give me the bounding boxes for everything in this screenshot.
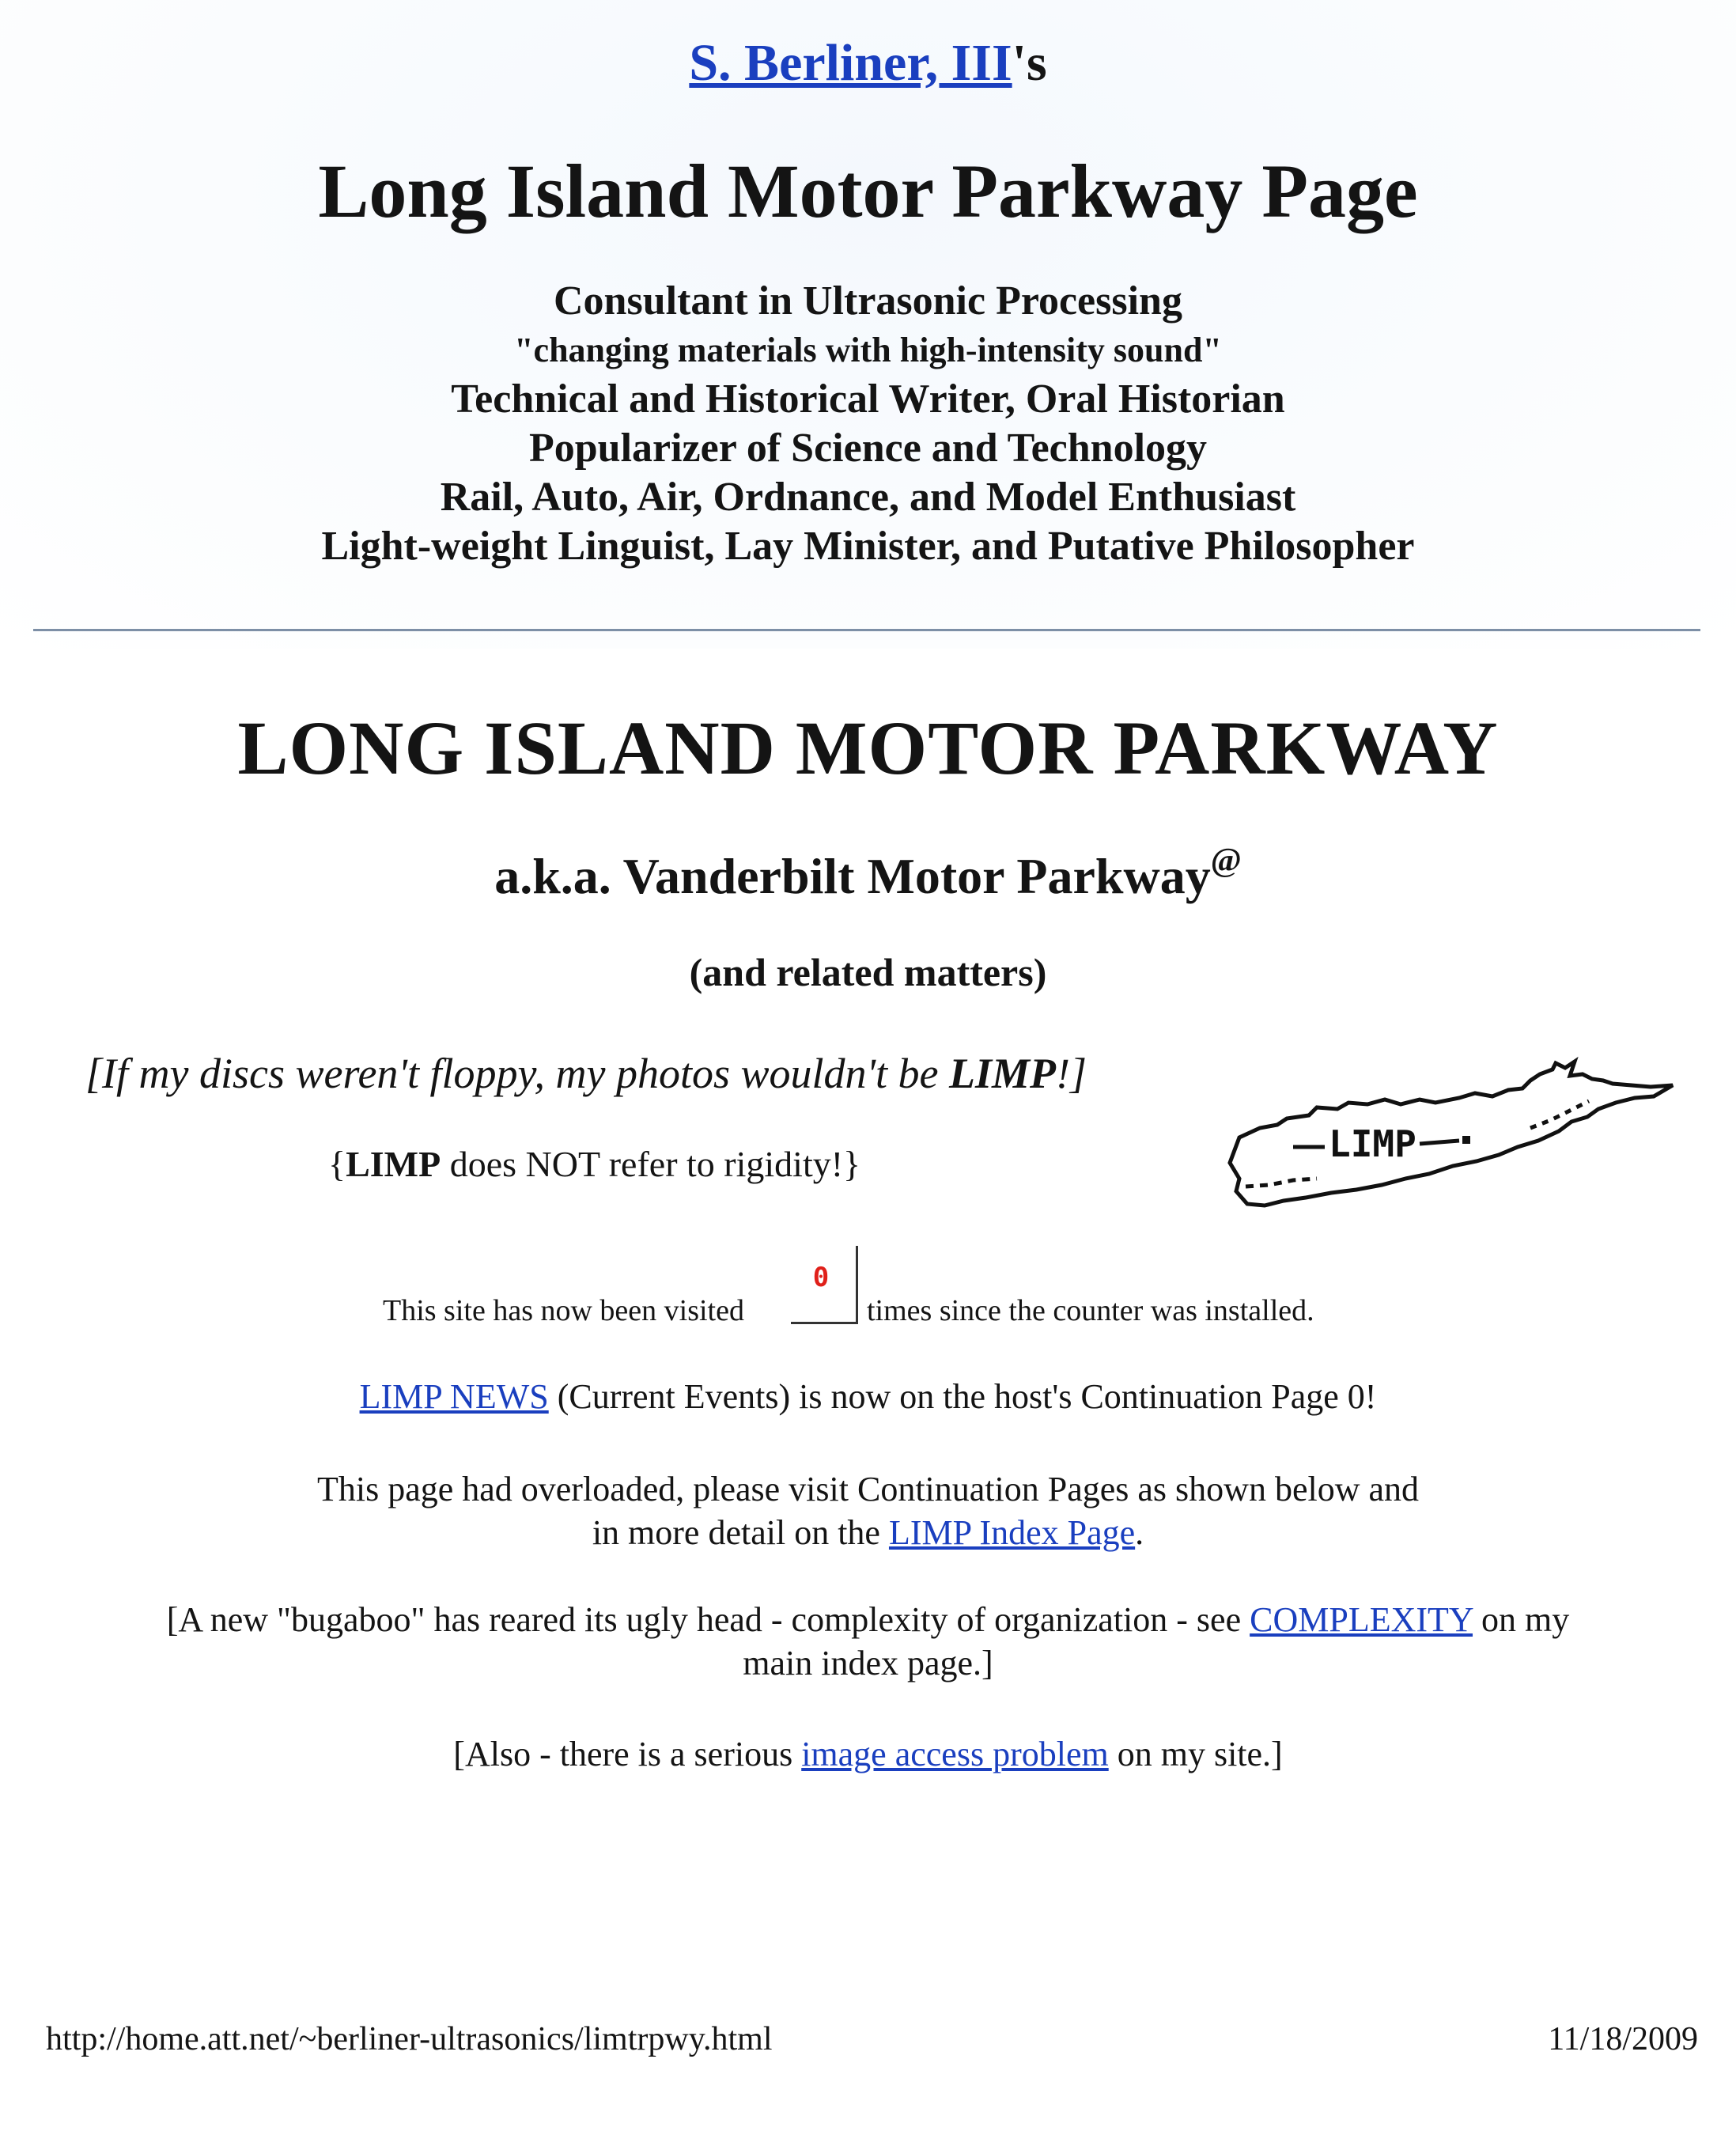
long-island-logo-icon — [1198, 1052, 1689, 1226]
counter-display — [791, 1246, 858, 1324]
credential-line: Rail, Auto, Air, Ordnance, and Model Enthusiast — [440, 475, 1296, 520]
aka-mark: @ — [1210, 842, 1242, 879]
visit-counter — [0, 1246, 1736, 1333]
logo-marker — [1462, 1136, 1470, 1144]
aka-subtitle — [0, 842, 1736, 906]
rigidity-bold: LIMP — [346, 1144, 441, 1184]
floppy-joke: [If my discs weren't floppy, my photos wouldn't be LIMP!] — [85, 1050, 1087, 1097]
page-title: LONG ISLAND MOTOR PARKWAY — [237, 706, 1499, 790]
limp-news-link[interactable]: LIMP NEWS — [359, 1377, 549, 1416]
rigidity-note: {LIMP does NOT refer to rigidity!} — [328, 1144, 861, 1184]
limp-index-link[interactable]: LIMP Index Page — [888, 1513, 1136, 1552]
credential-line: Popularizer of Science and Technology — [528, 426, 1208, 471]
image-access-notice: [Also - there is a serious image access problem on my site.] — [453, 1735, 1283, 1773]
complexity-notice: [A new "bugaboo" has reared its ugly head - complexity of organization - see COMPLEXITY on my main index page.] — [166, 1600, 1570, 1682]
horizontal-rule — [33, 629, 1700, 631]
author-suffix: 's — [1012, 34, 1047, 92]
credentials-list — [0, 277, 1736, 571]
counter-label-after: times since the counter was installed. — [867, 1294, 1314, 1327]
credential-line: Technical and Historical Writer, Oral Historian — [451, 377, 1285, 422]
footer-date: 11/18/2009 — [1548, 2021, 1698, 2057]
aka-text: a.k.a. Vanderbilt Motor Parkway — [494, 848, 1211, 904]
joke-bold: LIMP — [949, 1050, 1056, 1097]
complexity-link[interactable]: COMPLEXITY — [1250, 1600, 1473, 1639]
footer-url: http://home.att.net/~berliner-ultrasonics/limtrpwy.html — [46, 2021, 773, 2057]
author-link[interactable]: S. Berliner, III — [689, 34, 1012, 92]
limp-news-notice: LIMP NEWS (Current Events) is now on the host's Continuation Page 0! — [359, 1377, 1377, 1416]
related-matters: (and related matters) — [689, 950, 1047, 994]
logo-text: LIMP — [1329, 1122, 1416, 1165]
counter-value: 0 — [812, 1262, 830, 1293]
counter-label-before: This site has now been visited — [383, 1294, 744, 1327]
credential-line: Consultant in Ultrasonic Processing — [554, 278, 1182, 324]
credential-line: "changing materials with high-intensity sound" — [514, 331, 1222, 369]
author-byline — [0, 33, 1736, 93]
image-access-link[interactable]: image access problem — [801, 1735, 1109, 1773]
site-title: Long Island Motor Parkway Page — [318, 149, 1418, 233]
credential-line: Light-weight Linguist, Lay Minister, and Putative Philosopher — [321, 524, 1415, 569]
overload-notice: This page had overloaded, please visit Continuation Pages as shown below and in more detail on the LIMP Index Page. — [316, 1470, 1420, 1552]
